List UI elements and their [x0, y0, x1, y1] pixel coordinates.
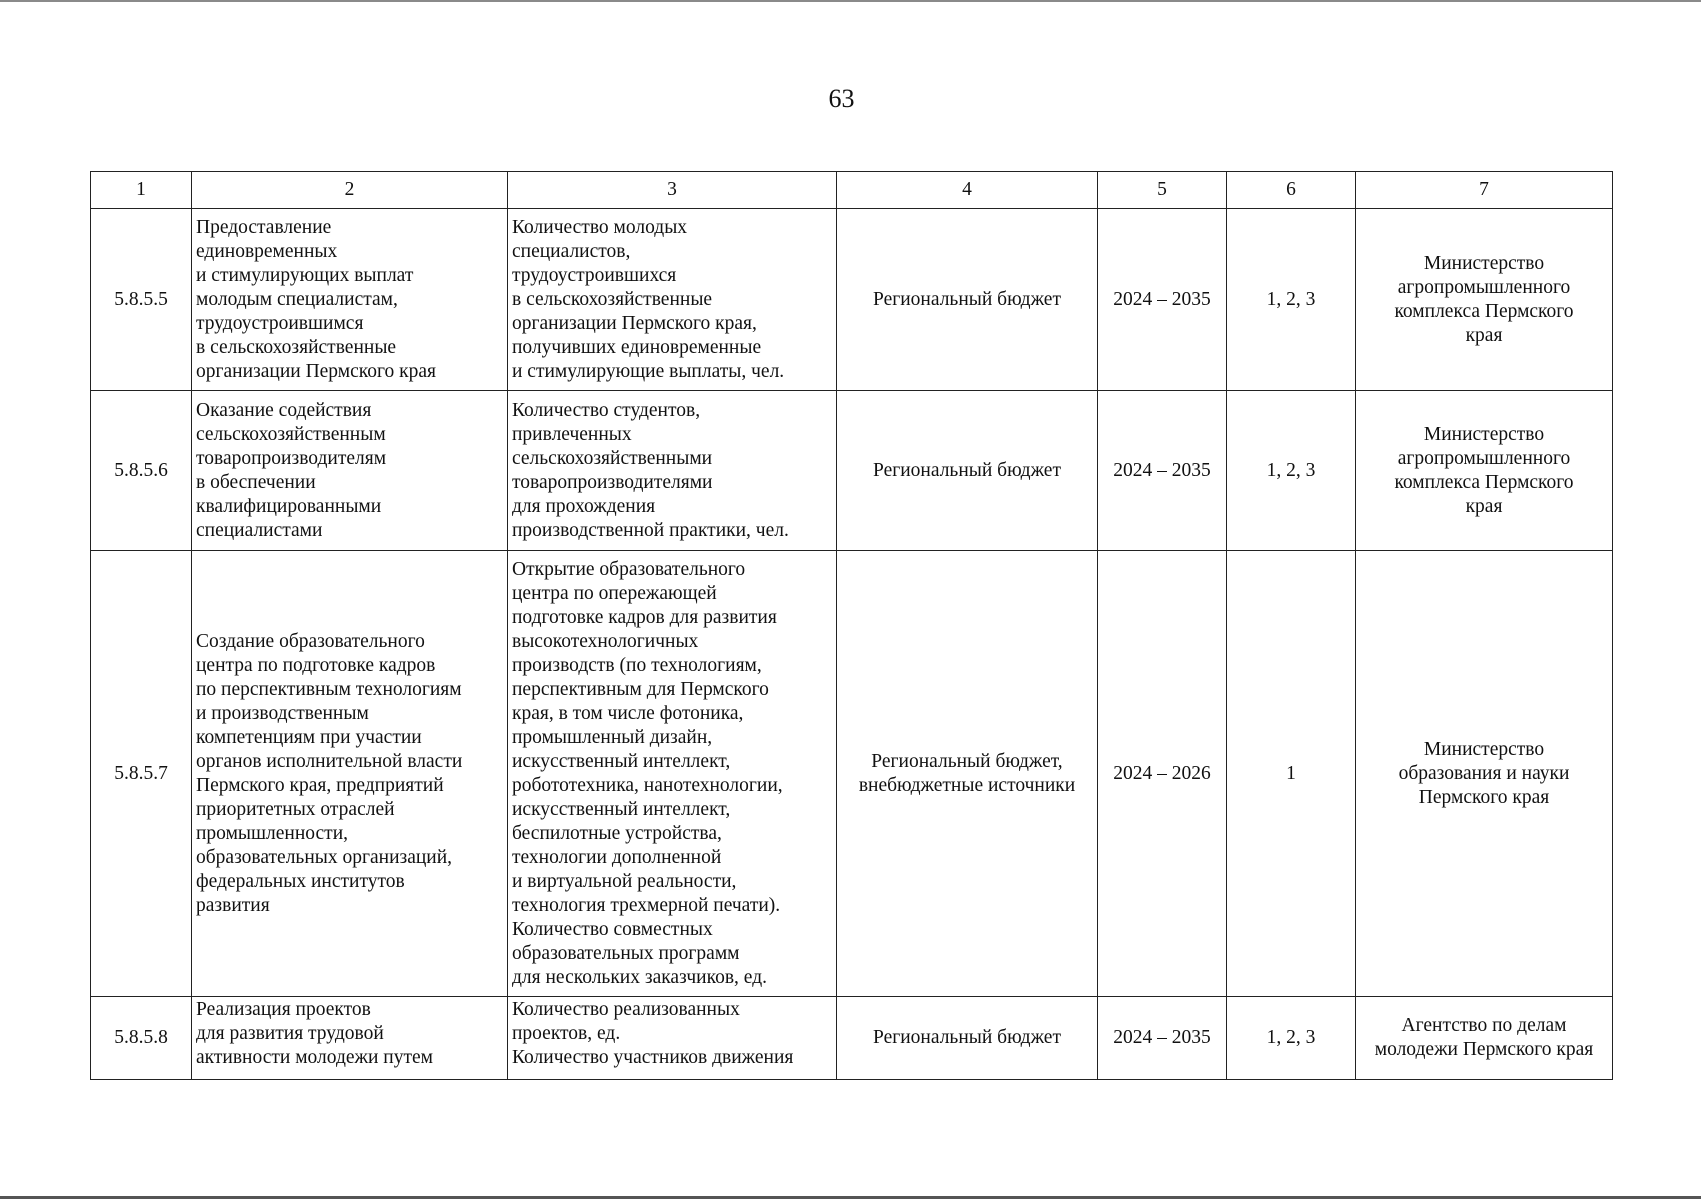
row-measure: Реализация проектов для развития трудовой активности молодежи путем: [192, 997, 508, 1080]
scan-bottom-edge: [0, 1196, 1701, 1199]
table-row: [91, 391, 1613, 551]
page-number: 63: [828, 84, 855, 113]
row-funding-source: Региональный бюджет: [837, 209, 1098, 391]
row-period: 2024 – 2035: [1098, 209, 1227, 391]
table-row: [91, 209, 1613, 391]
header-col-1: 1: [91, 172, 192, 209]
row-executor: Министерство образования и науки Пермского края: [1356, 551, 1613, 997]
row-indicator: Количество реализованных проектов, ед. Количество участников движения: [508, 997, 837, 1080]
row-executor: Министерство агропромышленного комплекса Пермского края: [1356, 209, 1613, 391]
row-measure: Предоставление единовременных и стимулирующих выплат молодым специалистам, трудоустроившимся в сельскохозяйственные организации Пермского края: [192, 209, 508, 391]
header-col-7: 7: [1356, 172, 1613, 209]
row-period: 2024 – 2035: [1098, 997, 1227, 1080]
row-stages: 1, 2, 3: [1227, 209, 1356, 391]
row-stages: 1, 2, 3: [1227, 997, 1356, 1080]
row-code: 5.8.5.7: [91, 551, 192, 997]
row-executor: Министерство агропромышленного комплекса Пермского края: [1356, 391, 1613, 551]
row-period: 2024 – 2035: [1098, 391, 1227, 551]
header-col-6: 6: [1227, 172, 1356, 209]
row-code: 5.8.5.6: [91, 391, 192, 551]
row-code: 5.8.5.5: [91, 209, 192, 391]
row-period: 2024 – 2026: [1098, 551, 1227, 997]
row-funding-source: Региональный бюджет: [837, 997, 1098, 1080]
row-code: 5.8.5.8: [91, 997, 192, 1080]
row-funding-source: Региональный бюджет: [837, 391, 1098, 551]
table-row: [91, 551, 1613, 997]
row-executor: Агентство по делам молодежи Пермского края: [1356, 997, 1613, 1080]
row-measure: Создание образовательного центра по подготовке кадров по перспективным технологиям и производственным компетенциям при участии органов исполнительной власти Пермского края, предприятий приоритетных отраслей промышленности, образовательных организаций, федеральных институтов развития: [192, 551, 508, 997]
row-stages: 1, 2, 3: [1227, 391, 1356, 551]
header-col-2: 2: [192, 172, 508, 209]
table-row: [91, 997, 1613, 1080]
row-funding-source: Региональный бюджет, внебюджетные источники: [837, 551, 1098, 997]
header-col-3: 3: [508, 172, 837, 209]
header-row: [91, 172, 1613, 209]
program-measures-table: [90, 171, 1613, 1080]
row-indicator: Открытие образовательного центра по опережающей подготовке кадров для развития высокотехнологичных производств (по технологиям, перспективным для Пермского края, в том числе фотоника, промышленный дизайн, искусственный интеллект, робототехника, нанотехнологии, искусственный интеллект, беспилотные устройства, технологии дополненной и виртуальной реальности, технология трехмерной печати). Количество совместных образовательных программ для нескольких заказчиков, ед.: [508, 551, 837, 997]
row-indicator: Количество студентов, привлеченных сельскохозяйственными товаропроизводителями для прохождения производственной практики, чел.: [508, 391, 837, 551]
header-col-5: 5: [1098, 172, 1227, 209]
row-measure: Оказание содействия сельскохозяйственным товаропроизводителям в обеспечении квалифицированными специалистами: [192, 391, 508, 551]
row-stages: 1: [1227, 551, 1356, 997]
header-col-4: 4: [837, 172, 1098, 209]
row-indicator: Количество молодых специалистов, трудоустроившихся в сельскохозяйственные организации Пермского края, получивших единовременные и стимулирующие выплаты, чел.: [508, 209, 837, 391]
scan-top-edge: [0, 0, 1701, 2]
